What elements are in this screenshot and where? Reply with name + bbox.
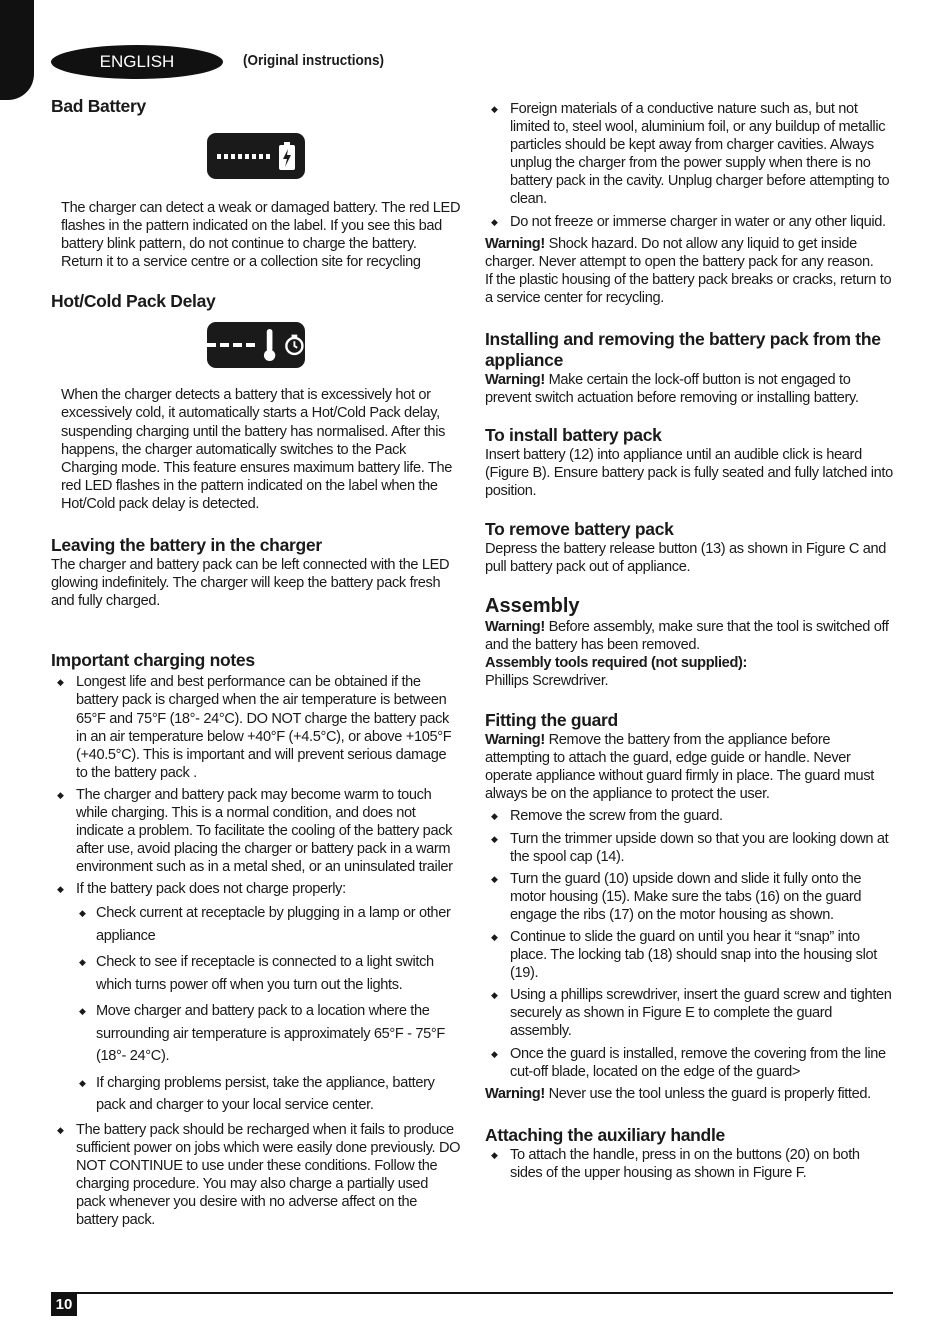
bad-battery-text: The charger can detect a weak or damaged battery. The red LED flashes in the pattern indicated on the label. If you see this bad battery blink pattern, do not continue to charge the battery. Return it to a service centre or a collection site for recycling	[61, 200, 461, 271]
remove-text: Depress the battery release button (13) as shown in Figure C and pull battery pack out of appliance.	[485, 540, 887, 575]
original-instructions-label: (Original instructions)	[243, 52, 385, 69]
side-tab	[0, 0, 34, 100]
housing-text: If the plastic housing of the battery pack breaks or cracks, return to a service center for recycling.	[485, 271, 892, 306]
handle-heading: Attaching the auxiliary handle	[485, 1124, 725, 1145]
install-heading: To install battery pack	[485, 425, 662, 446]
assembly-warning: Warning! Before assembly, make sure that the tool is switched off and the battery has been removed.	[485, 618, 889, 653]
hot-cold-text: When the charger detects a battery that is excessively hot or excessively cold, it automatically starts a Hot/Cold Pack delay, suspending charging until the battery has normalised. After this happens, the charger automatically switches to the Pack Charging mode. This feature ensures maximum battery life. The red LED flashes in the pattern indicated on the label when the Hot/Cold pack delay is detected.	[61, 387, 452, 512]
list-item: ◆ Do not freeze or immerse charger in water or any other liquid.	[485, 213, 895, 231]
bad-battery-heading: Bad Battery	[51, 96, 146, 116]
assembly-tools-label: Assembly tools required (not supplied):	[485, 654, 748, 671]
footer-rule	[51, 1292, 893, 1294]
list-item: ◆ The charger and battery pack may become warm to touch while charging. This is a normal condition, and does not indicate a problem. To facilitate the cooling of the battery pack after use, avoid placing the charger or battery pack in a warm environment such as in a metal shed, or an uninsulated trailer	[51, 786, 461, 876]
page-number: 10	[51, 1294, 77, 1316]
charging-subnotes-list	[51, 902, 461, 1117]
install-remove-heading: Installing and removing the battery pack from the appliance	[485, 329, 881, 371]
list-item: ◆ Turn the guard (10) upside down and slide it fully onto the motor housing (15). Make sure the tabs (16) on the guard engage the ribs (17) on the motor housing as shown.	[485, 870, 895, 924]
guard-warning-2: Warning! Never use the tool unless the guard is properly fitted.	[485, 1085, 871, 1102]
warning-label: Warning!	[485, 235, 545, 252]
list-item: ◆ The battery pack should be recharged when it fails to produce sufficient power on jobs which were easily done previously. DO NOT CONTINUE to use under these conditions. Follow the charging procedure. You may also charge a partially used pack whenever you desire with no adverse affect on the battery pack.	[51, 1121, 461, 1230]
leaving-heading: Leaving the battery in the charger	[51, 535, 322, 556]
right-column	[485, 100, 895, 1186]
charging-notes-list-2	[51, 1121, 461, 1230]
guard-steps-list	[485, 807, 895, 1080]
list-item: ◆ Check current at receptacle by plugging in a lamp or other appliance	[51, 902, 461, 947]
left-column	[51, 96, 461, 1234]
charger-safety-list	[485, 100, 895, 231]
list-item: ◆ Turn the trimmer upside down so that you are looking down at the spool cap (14).	[485, 830, 895, 866]
assembly-heading: Assembly	[485, 594, 580, 617]
list-item: ◆ Foreign materials of a conductive nature such as, but not limited to, steel wool, aluminium foil, or any buildup of metallic particles should be kept away from charger cavities. Always unplug the charger from the power supply when there is no battery pack in the cavity. Unplug charger before attempting to clean.	[485, 100, 895, 209]
install-remove-warning: Warning! Make certain the lock-off button is not engaged to prevent switch actuation before removing or installing battery.	[485, 372, 859, 407]
charging-notes-list	[51, 673, 461, 898]
hot-cold-delay-icon	[207, 322, 305, 368]
remove-heading: To remove battery pack	[485, 518, 674, 539]
list-item: ◆ To attach the handle, press in on the buttons (20) on both sides of the upper housing as shown in Figure F.	[485, 1146, 895, 1182]
leaving-text: The charger and battery pack can be left connected with the LED glowing indefinitely. The charger will keep the battery pack fresh and fully charged.	[51, 557, 450, 610]
shock-warning: Warning! Shock hazard. Do not allow any liquid to get inside charger. Never attempt to open the battery pack for any reason.	[485, 235, 874, 270]
list-item: ◆ Using a phillips screwdriver, insert the guard screw and tighten securely as shown in Figure E to complete the guard assembly.	[485, 986, 895, 1040]
list-item: ◆ If charging problems persist, take the appliance, battery pack and charger to your local service center.	[51, 1072, 461, 1117]
list-item: ◆ Move charger and battery pack to a location where the surrounding air temperature is approximately 65°F - 75°F (18°- 24°C).	[51, 1000, 461, 1068]
language-badge: ENGLISH	[51, 45, 223, 79]
install-text: Insert battery (12) into appliance until an audible click is heard (Figure B). Ensure battery pack is fully seated and fully latched into position.	[485, 447, 893, 500]
assembly-tools: Phillips Screwdriver.	[485, 672, 609, 689]
guard-heading: Fitting the guard	[485, 710, 618, 731]
list-item: ◆ If the battery pack does not charge properly:	[51, 880, 461, 898]
bad-battery-led-icon	[207, 133, 305, 179]
list-item: ◆ Continue to slide the guard on until you hear it “snap” into place. The locking tab (18) should snap into the housing slot (19).	[485, 928, 895, 982]
list-item: ◆ Check to see if receptacle is connected to a light switch which turns power off when you turn out the lights.	[51, 951, 461, 996]
list-item: ◆ Longest life and best performance can be obtained if the battery pack is charged when the air temperature is between 65°F and 75°F (18°- 24°C). DO NOT charge the battery pack in an air temperature below +40°F (+4.5°C), or above +105°F (+40.5°C). This is important and will prevent serious damage to the battery pack .	[51, 673, 461, 782]
hot-cold-heading: Hot/Cold Pack Delay	[51, 291, 216, 312]
list-item: ◆ Remove the screw from the guard.	[485, 807, 895, 825]
handle-steps-list	[485, 1146, 895, 1182]
charging-notes-heading: Important charging notes	[51, 650, 255, 671]
list-item: ◆ Once the guard is installed, remove the covering from the line cut-off blade, located on the edge of the guard>	[485, 1045, 895, 1081]
guard-warning: Warning! Remove the battery from the appliance before attempting to attach the guard, edge guide or handle. Never operate appliance without guard firmly in place. The guard must always be on the appliance to protect the user.	[485, 732, 874, 803]
